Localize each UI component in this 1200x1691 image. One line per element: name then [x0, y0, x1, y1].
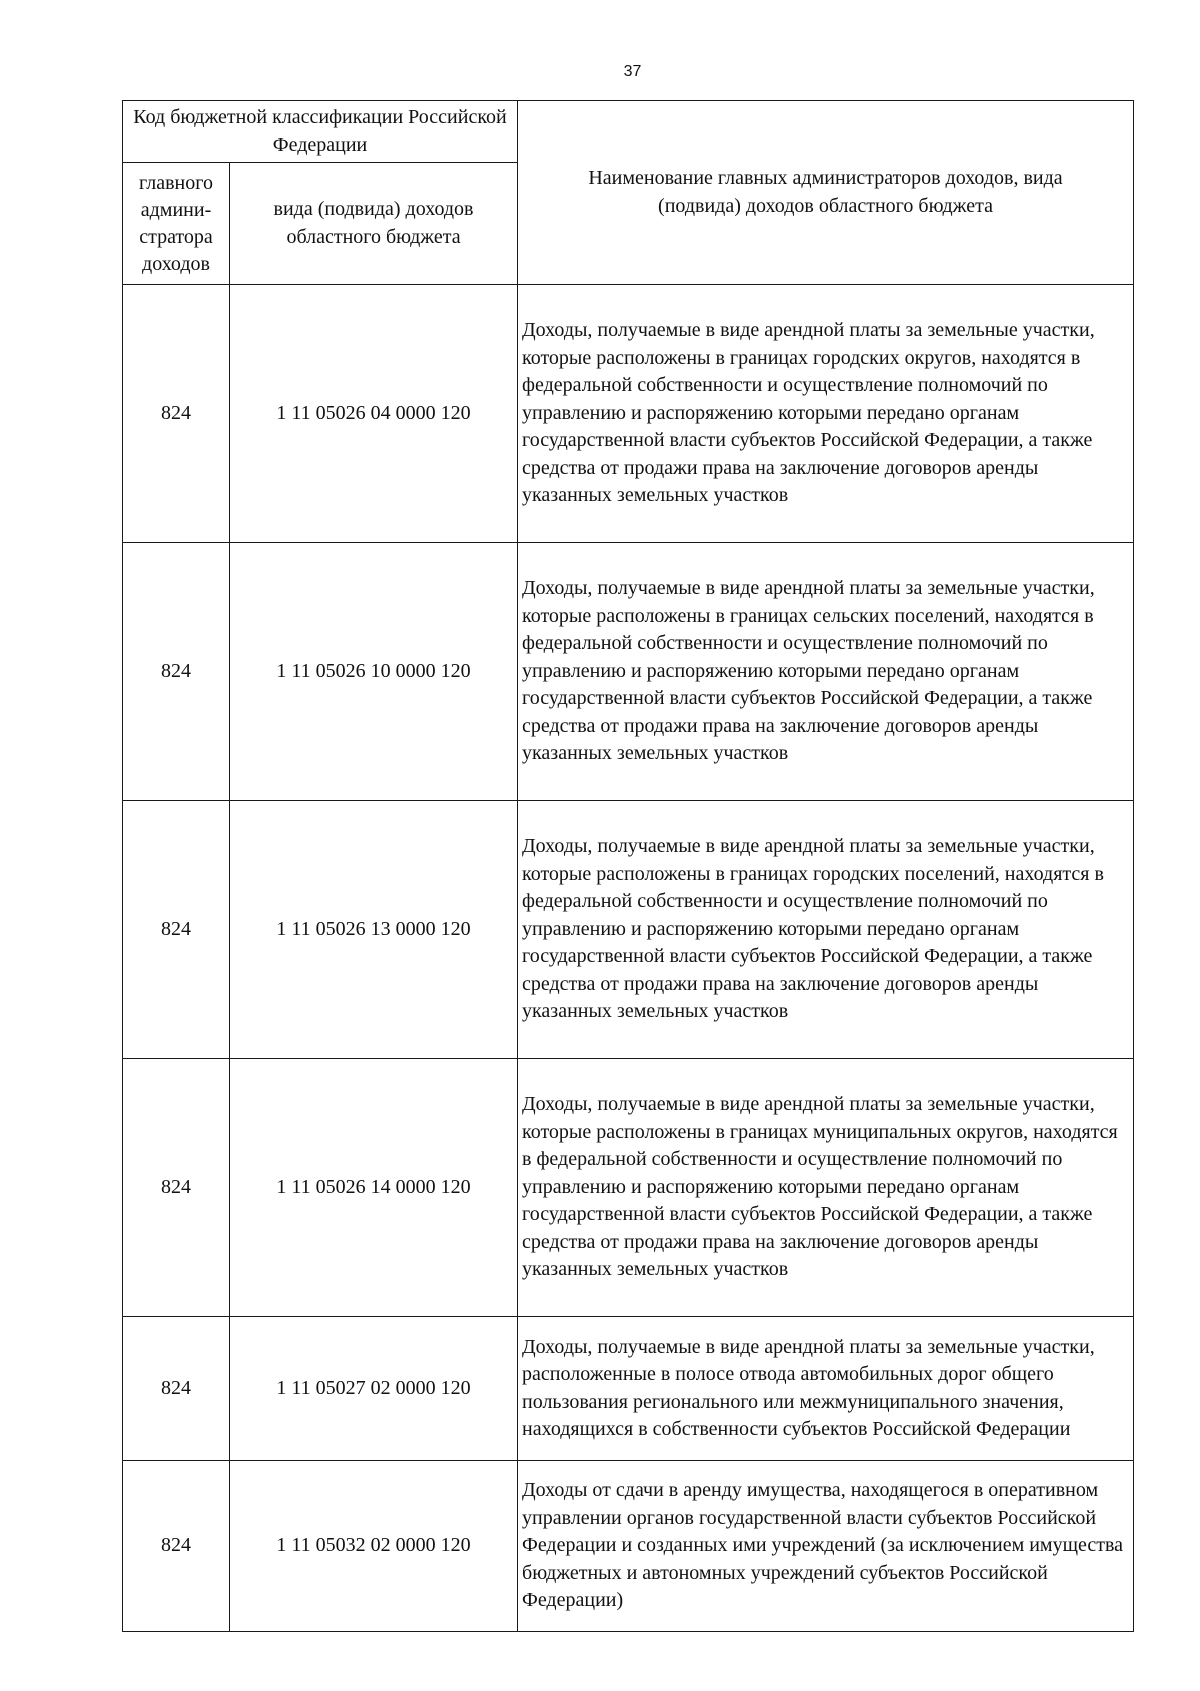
description-cell: Доходы, получаемые в виде арендной платы за земельные участки, которые расположены в границах городских округов, находятся в федеральной собственности и осуществление полномочий по управлению и распоряжению которыми передано органам государственной власти субъектов Российской Федерации, а также средства от продажи права на заключение договоров аренды указанных земельных участков — [518, 285, 1134, 543]
budget-classification-table — [122, 100, 1134, 1632]
header-admin-code: главного админи-стратора доходов — [123, 163, 230, 285]
description-cell: Доходы, получаемые в виде арендной платы за земельные участки, которые расположены в границах городских поселений, находятся в федеральной собственности и осуществление полномочий по управлению и распоряжению которыми передано органам государственной власти субъектов Российской Федерации, а также средства от продажи права на заключение договоров аренды указанных земельных участков — [518, 801, 1134, 1059]
description-cell: Доходы, получаемые в виде арендной платы за земельные участки, расположенные в полосе отвода автомобильных дорог общего пользования регионального или межмуниципального значения, находящихся в собственности субъектов Российской Федерации — [518, 1317, 1134, 1461]
header-name: Наименование главных администраторов доходов, вида (подвида) доходов областного бюджета — [518, 101, 1134, 285]
kbk-code-cell: 1 11 05026 10 0000 120 — [230, 543, 518, 801]
kbk-code-cell: 1 11 05032 02 0000 120 — [230, 1461, 518, 1632]
admin-code-cell: 824 — [123, 1317, 230, 1461]
admin-code-cell: 824 — [123, 1059, 230, 1317]
admin-code-cell: 824 — [123, 543, 230, 801]
page-number: 37 — [623, 63, 642, 80]
kbk-code-cell: 1 11 05026 04 0000 120 — [230, 285, 518, 543]
description-cell: Доходы, получаемые в виде арендной платы за земельные участки, которые расположены в границах сельских поселений, находятся в федеральной собственности и осуществление полномочий по управлению и распоряжению которыми передано органам государственной власти субъектов Российской Федерации, а также средства от продажи права на заключение договоров аренды указанных земельных участков — [518, 543, 1134, 801]
table-row — [123, 285, 1134, 543]
table-row — [123, 1059, 1134, 1317]
kbk-code-cell: 1 11 05027 02 0000 120 — [230, 1317, 518, 1461]
header-kbk-code: вида (подвида) доходов областного бюджета — [230, 163, 518, 285]
admin-code-cell: 824 — [123, 801, 230, 1059]
table-header-row — [123, 101, 1134, 163]
description-cell: Доходы, получаемые в виде арендной платы за земельные участки, которые расположены в границах муниципальных округов, находятся в федеральной собственности и осуществление полномочий по управлению и распоряжению которыми передано органам государственной власти субъектов Российской Федерации, а также средства от продажи права на заключение договоров аренды указанных земельных участков — [518, 1059, 1134, 1317]
kbk-code-cell: 1 11 05026 13 0000 120 — [230, 801, 518, 1059]
table-row — [123, 801, 1134, 1059]
admin-code-cell: 824 — [123, 285, 230, 543]
kbk-code-cell: 1 11 05026 14 0000 120 — [230, 1059, 518, 1317]
table-row — [123, 1317, 1134, 1461]
header-code-group: Код бюджетной классификации Российской Федерации — [123, 101, 518, 163]
table-row — [123, 543, 1134, 801]
admin-code-cell: 824 — [123, 1461, 230, 1632]
table-row — [123, 1461, 1134, 1632]
description-cell: Доходы от сдачи в аренду имущества, находящегося в оперативном управлении органов государственной власти субъектов Российской Федерации и созданных ими учреждений (за исключением имущества бюджетных и автономных учреждений субъектов Российской Федерации) — [518, 1461, 1134, 1632]
